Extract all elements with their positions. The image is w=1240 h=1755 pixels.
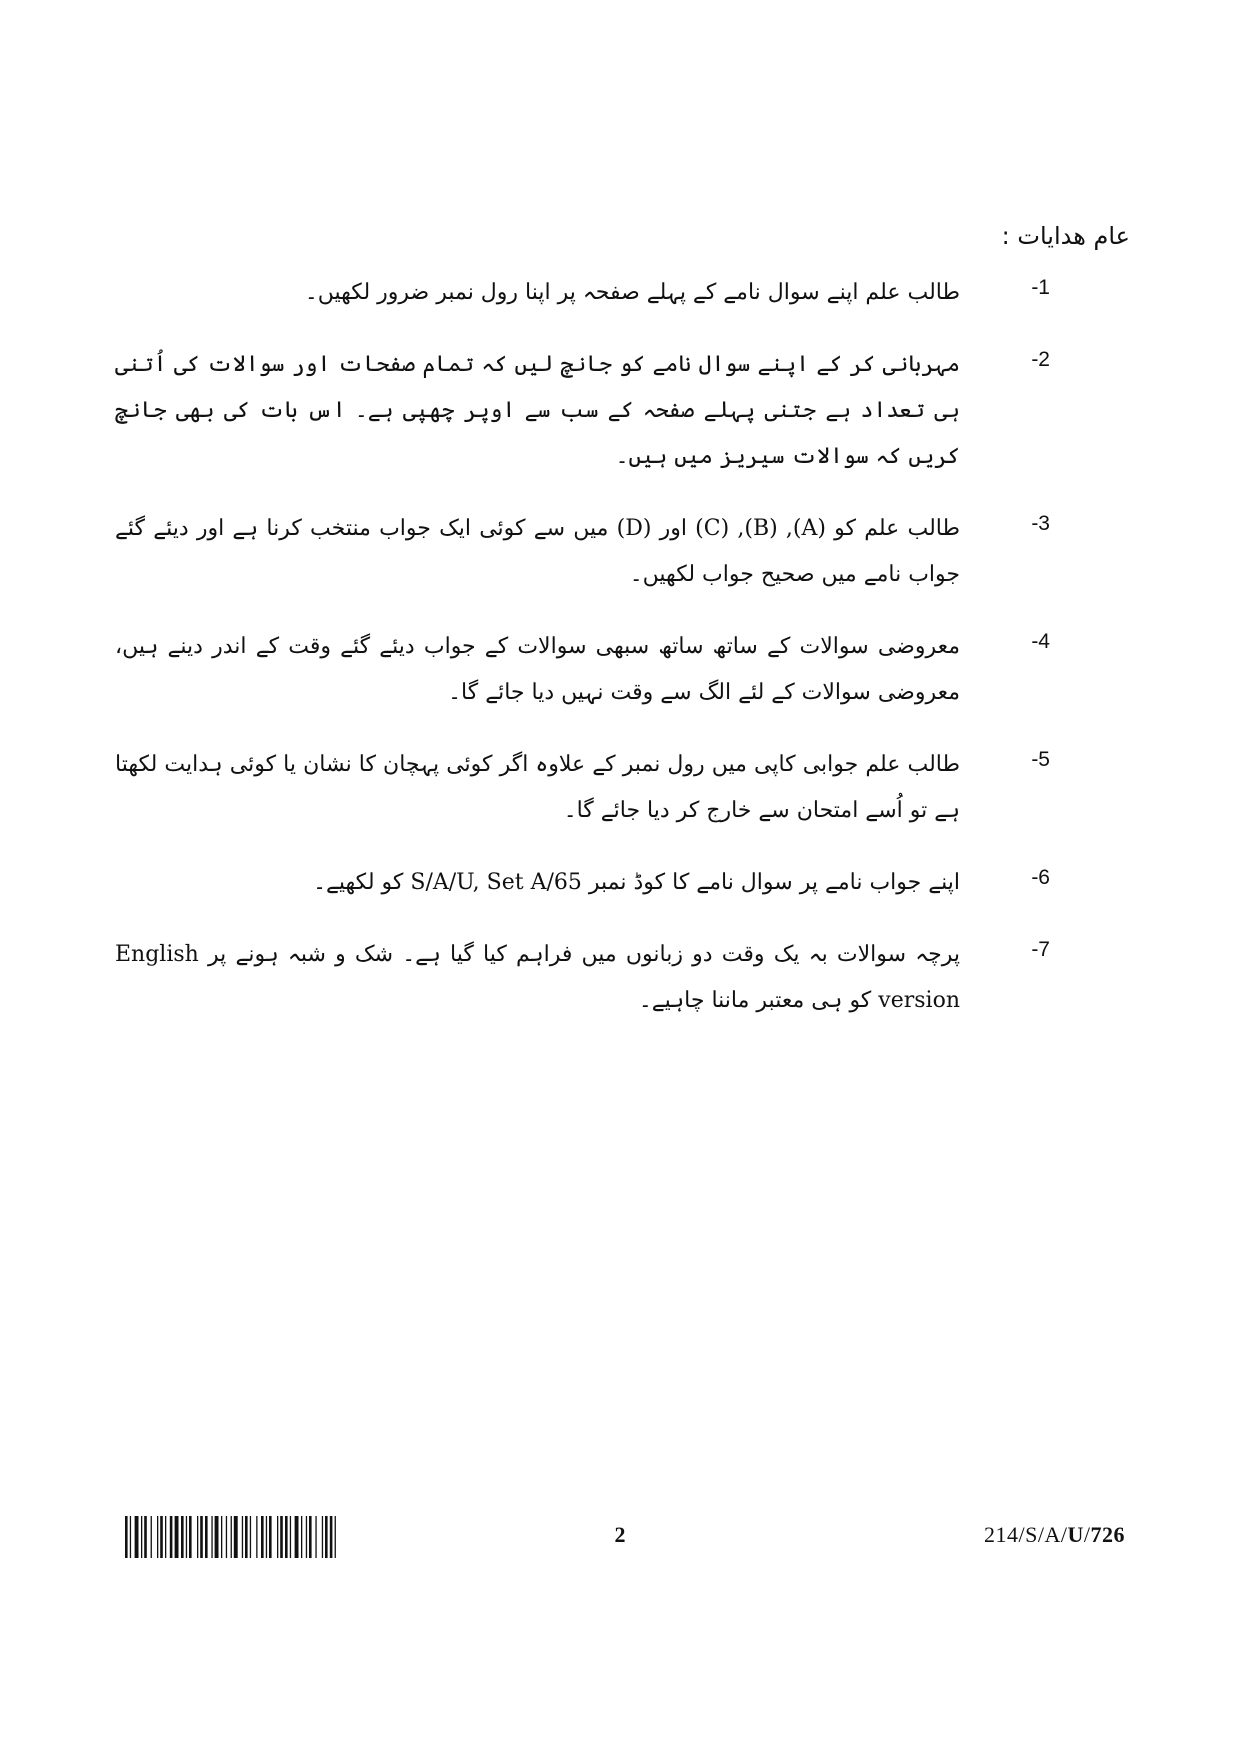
instruction-text: پرچہ سوالات بہ یک وقت دو زبانوں میں فراہم کیا گیا ہے۔ شک و شبہ ہونے پر English version کو ہی معتبر ماننا چاہیے۔	[115, 942, 960, 1013]
instruction-number: -6	[1031, 866, 1050, 889]
instruction-item	[115, 342, 1050, 480]
instruction-item	[115, 506, 1050, 598]
instruction-text: طالب علم اپنے سوال نامے کے پہلے صفحہ پر اپنا رول نمبر ضرور لکھیں۔	[304, 280, 960, 305]
paper-code-series: U	[1067, 1522, 1084, 1547]
instruction-text: طالب علم جوابی کاپی میں رول نمبر کے علاوہ اگر کوئی پہچان کا نشان یا کوئی ہدایت لکھتا ہے تو اُسے امتحان سے خارج کر دیا جائے گا۔	[115, 752, 960, 823]
instruction-item	[115, 742, 1050, 834]
instruction-text: طالب علم کو (A), (B), (C) اور (D) میں سے کوئی ایک جواب منتخب کرنا ہے اور دیئے گئے جواب نامے میں صحیح جواب لکھیں۔	[115, 516, 960, 587]
paper-code	[984, 1522, 1125, 1548]
instruction-number: -3	[1031, 512, 1050, 535]
instruction-item	[115, 860, 1050, 906]
instruction-text: مہربانی کر کے اپنے سوال نامے کو جانچ لیں کہ تمام صفحات اور سوالات کی اُتنی ہی تعداد ہے جتنی پہلے صفحہ کے سب سے اوپر چھپی ہے۔ اس بات کی بھی جانچ کریں کہ سوالات سیریز میں ہیں۔	[115, 352, 960, 469]
instruction-text: معروضی سوالات کے ساتھ ساتھ سبھی سوالات کے جواب دیئے گئے وقت کے اندر دینے ہیں، معروضی سوالات کے لئے الگ سے وقت نہیں دیا جائے گا۔	[115, 634, 960, 705]
paper-code-separator: /	[1083, 1522, 1091, 1547]
instruction-number: -2	[1031, 348, 1050, 371]
instruction-item	[115, 624, 1050, 716]
instruction-text: اپنے جواب نامے پر سوال نامے کا کوڈ نمبر 65/S/A/U, Set A کو لکھیے۔	[313, 870, 960, 895]
instruction-number: -1	[1031, 276, 1050, 299]
instruction-number: -7	[1031, 938, 1050, 961]
paper-code-prefix: 214/S/A/	[984, 1522, 1068, 1547]
page-footer	[0, 1516, 1240, 1576]
instruction-number: -5	[1031, 748, 1050, 771]
instruction-number: -4	[1031, 630, 1050, 653]
paper-code-number: 726	[1090, 1522, 1125, 1547]
instruction-item	[115, 932, 1050, 1024]
page-heading: عام ھدایات :	[1001, 222, 1130, 250]
instruction-item	[115, 270, 1050, 316]
page-number: 2	[614, 1522, 626, 1547]
instructions-list	[115, 270, 1050, 1050]
